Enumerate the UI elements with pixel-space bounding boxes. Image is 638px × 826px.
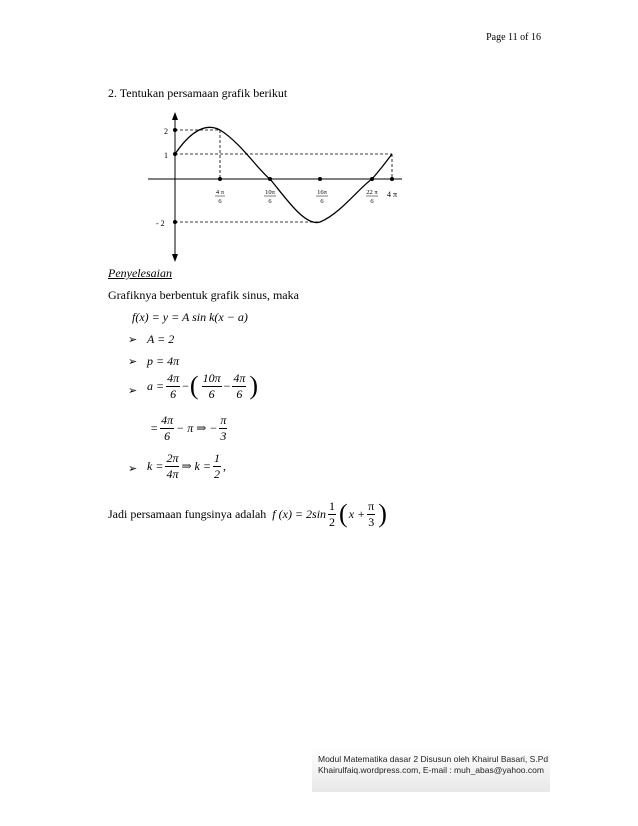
- y-tick-m2: - 2: [156, 219, 165, 228]
- footer-line-2: Khairulfaiq.wordpress.com, E-mail : muh_abas@yahoo.com: [318, 765, 544, 776]
- y-axis-arrow-top: [172, 112, 178, 120]
- formula-shift: a = $\frac{4\pi}{6}$ − ( $\frac{10\pi}{6}$ − $\frac{4\pi}{6}$ ): [147, 371, 259, 401]
- bullet-arrow-icon: ➢: [128, 334, 138, 346]
- sine-curve: [175, 127, 392, 222]
- y-axis-arrow-bottom: [172, 254, 178, 262]
- x-tick-4-num: 22 π: [366, 189, 378, 196]
- conclusion: Jadi persamaan fungsinya adalah f (x) = 2sin $\frac{1}{2}$ ( x + $\frac{\pi}{3}$ ): [108, 499, 387, 529]
- x-tick-3-den: 6: [320, 198, 324, 205]
- point-ym2: [173, 220, 177, 224]
- point-y2: [173, 128, 177, 132]
- bullet-arrow-icon: ➢: [128, 385, 138, 397]
- x-tick-end: 4 π: [386, 190, 398, 199]
- solution-intro: Grafiknya berbentuk grafik sinus, maka: [108, 288, 299, 302]
- page-footer: [312, 748, 550, 792]
- footer-line-1: Modul Matematika dasar 2 Disusun oleh Khairul Basari, S.Pd: [318, 754, 549, 764]
- point-x4: [370, 177, 374, 181]
- sine-graph: [140, 112, 410, 262]
- y-tick-2: 2: [164, 127, 168, 136]
- solution-heading: Penyelesaian: [108, 266, 172, 280]
- x-tick-3-num: 16π: [317, 189, 327, 196]
- formula-k: k = $\frac{2\pi}{4\pi}$ ⇒ k = $\frac{1}{2}$ ,: [147, 451, 226, 481]
- formula-period: p = 4π: [147, 354, 180, 368]
- bullet-arrow-icon: ➢: [128, 356, 138, 368]
- y-tick-1: 1: [164, 151, 168, 160]
- point-x5: [390, 177, 394, 181]
- x-tick-2-num: 10π: [265, 189, 275, 196]
- formula-shift-result: = $\frac{4\pi}{6}$ − π ⇒ − $\frac{\pi}{3}$: [150, 413, 227, 443]
- point-y1: [173, 152, 177, 156]
- point-x2: [268, 177, 272, 181]
- x-tick-1-den: 6: [218, 198, 222, 205]
- formula-general: f(x) = y = A sin k(x − a): [132, 310, 248, 324]
- formula-amplitude: A = 2: [147, 332, 175, 346]
- x-tick-2-den: 6: [268, 198, 272, 205]
- x-tick-4-den: 6: [370, 198, 374, 205]
- point-x3: [318, 177, 322, 181]
- bullet-arrow-icon: ➢: [128, 463, 138, 475]
- x-tick-1-num: 4 π: [215, 189, 225, 196]
- point-x1: [218, 177, 222, 181]
- problem-title: 2. Tentukan persamaan grafik berikut: [108, 86, 288, 100]
- page-number: Page 11 of 16: [486, 32, 541, 43]
